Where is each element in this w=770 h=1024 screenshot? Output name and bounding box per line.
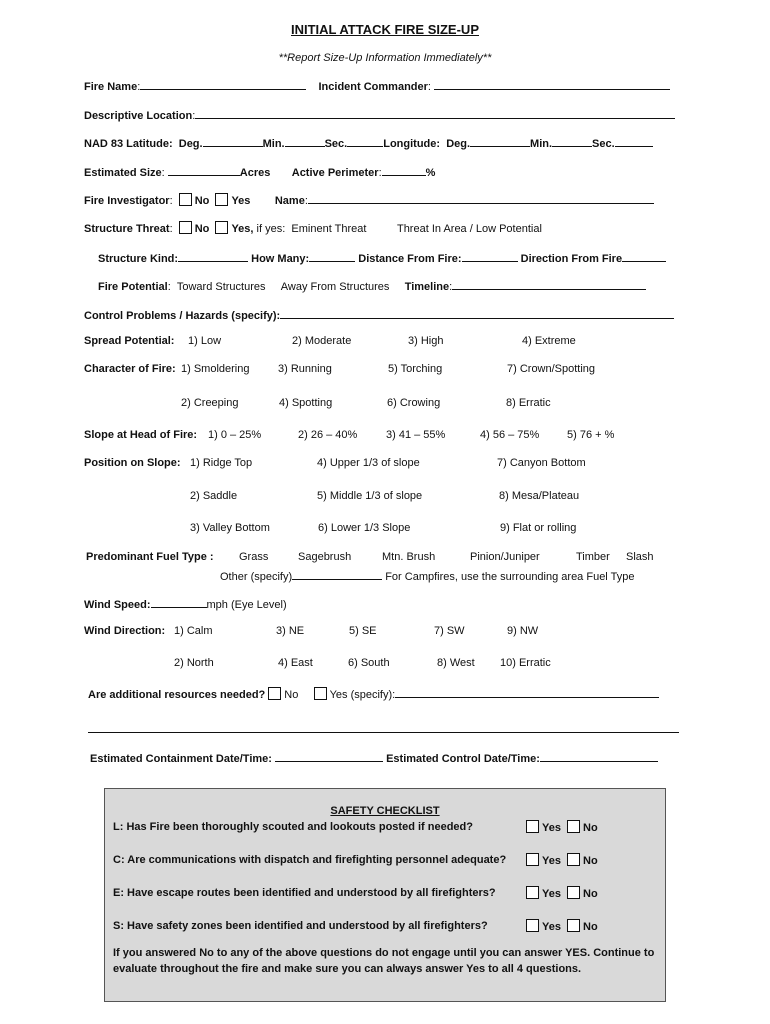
q3-yes-checkbox[interactable] <box>526 886 539 899</box>
wind-south-option[interactable]: 6) South <box>348 657 390 669</box>
fire-name-label: Fire Name <box>84 81 138 93</box>
fuel-sagebrush-option[interactable]: Sagebrush <box>298 551 352 563</box>
char-spotting-option[interactable]: 4) Spotting <box>279 397 333 409</box>
threat-no-checkbox[interactable] <box>179 221 192 234</box>
slope-option-1[interactable]: 1) 0 – 25% <box>208 429 262 441</box>
size-row: Estimated Size: Acres Active Perimeter: % <box>84 164 435 180</box>
q2-yes-checkbox[interactable] <box>526 853 539 866</box>
wind-speed-row <box>84 596 287 612</box>
wind-calm-option[interactable]: 1) Calm <box>174 625 213 637</box>
q2-no-checkbox[interactable] <box>567 853 580 866</box>
slope-option-5[interactable]: 5) 76 + % <box>567 429 615 441</box>
threat-no-label: No <box>194 223 210 235</box>
control-label: Estimated Control Date/Time: <box>386 753 540 765</box>
safety-q-escape: E: Have escape routes been identified and understood by all firefighters? <box>113 887 496 899</box>
investigator-name-label: Name <box>274 195 305 207</box>
q4-yes-checkbox[interactable] <box>526 919 539 932</box>
char-crowing-option[interactable]: 6) Crowing <box>387 397 441 409</box>
char-running-option[interactable]: 3) Running <box>278 363 332 375</box>
pos-upper-option[interactable]: 4) Upper 1/3 of slope <box>317 457 420 469</box>
additional-resources-row <box>88 686 659 702</box>
spread-moderate-option[interactable]: 2) Moderate <box>292 335 352 347</box>
q1-yes-checkbox[interactable] <box>526 820 539 833</box>
pos-lower-option[interactable]: 6) Lower 1/3 Slope <box>318 522 411 534</box>
spread-high-option[interactable]: 3) High <box>408 335 444 347</box>
pos-saddle-option[interactable]: 2) Saddle <box>190 490 238 502</box>
wind-direction-label: Wind Direction: <box>84 625 166 637</box>
character-label: Character of Fire: <box>84 363 176 375</box>
slope-head-label: Slope at Head of Fire: <box>84 429 198 441</box>
additional-resources-label: Are additional resources needed? <box>88 689 266 701</box>
toward-structures-option[interactable]: Toward Structures <box>176 281 266 293</box>
containment-field[interactable] <box>275 750 383 762</box>
q2-no-label: No <box>583 855 598 867</box>
wind-se-option[interactable]: 5) SE <box>349 625 377 637</box>
safety-yn-1 <box>523 820 598 834</box>
threat-yes-label: Yes, <box>231 223 254 235</box>
timeline-field[interactable] <box>452 278 646 290</box>
fuel-timber-option[interactable]: Timber <box>576 551 610 563</box>
how-many-field[interactable] <box>309 250 355 262</box>
spread-low-option[interactable]: 1) Low <box>188 335 222 347</box>
q2-yes-label: Yes <box>542 855 561 867</box>
fuel-mtn-brush-option[interactable]: Mtn. Brush <box>382 551 436 563</box>
other-specify-label: Other (specify) <box>220 571 293 583</box>
investigator-name-field[interactable] <box>308 192 654 204</box>
incident-commander-field[interactable] <box>434 78 670 90</box>
fire-potential-label: Fire Potential <box>98 281 168 293</box>
active-perimeter-label: Active Perimeter <box>291 167 379 179</box>
wind-speed-label: Wind Speed: <box>84 599 151 611</box>
form-subtitle: **Report Size-Up Information Immediately** <box>278 52 492 64</box>
wind-erratic-option[interactable]: 10) Erratic <box>500 657 551 669</box>
q1-no-label: No <box>583 822 598 834</box>
char-crown-option[interactable]: 7) Crown/Spotting <box>507 363 596 375</box>
structure-threat-label: Structure Threat <box>84 223 170 235</box>
wind-sw-option[interactable]: 7) SW <box>434 625 465 637</box>
spread-extreme-option[interactable]: 4) Extreme <box>522 335 576 347</box>
resources-yes-label: Yes (specify): <box>329 689 396 701</box>
control-problems-field[interactable] <box>280 307 674 319</box>
eminent-threat-option[interactable]: Eminent Threat <box>291 223 367 235</box>
pos-mesa-option[interactable]: 8) Mesa/Plateau <box>499 490 580 502</box>
location-row: Descriptive Location: <box>84 107 675 123</box>
longitude-label: Longitude: <box>383 138 441 150</box>
pos-ridge-option[interactable]: 1) Ridge Top <box>190 457 253 469</box>
position-label: Position on Slope: <box>84 457 181 469</box>
fire-name-row: Fire Name: Incident Commander: <box>84 78 670 94</box>
safety-q-lookouts: L: Has Fire been thoroughly scouted and lookouts posted if needed? <box>113 821 473 833</box>
long-sec-label: Sec. <box>592 138 615 150</box>
pos-flat-option[interactable]: 9) Flat or rolling <box>500 522 577 534</box>
investigator-yes-label: Yes <box>231 195 251 207</box>
slope-option-4[interactable]: 4) 56 – 75% <box>480 429 540 441</box>
q4-yes-label: Yes <box>542 921 561 933</box>
safety-checklist <box>104 788 666 1002</box>
fire-potential-row: Fire Potential: Toward Structures Away From Structures Timeline: <box>98 278 646 294</box>
fire-name-field[interactable] <box>140 78 306 90</box>
fuel-grass-option[interactable]: Grass <box>239 551 269 563</box>
distance-field[interactable] <box>462 250 518 262</box>
fuel-pinion-option[interactable]: Pinion/Juniper <box>470 551 540 563</box>
control-problems-row <box>84 307 674 323</box>
long-min-label: Min. <box>530 138 553 150</box>
wind-north-option[interactable]: 2) North <box>174 657 214 669</box>
spread-potential-label: Spread Potential: <box>84 335 175 347</box>
other-specify-field[interactable] <box>292 568 382 580</box>
investigator-row: Fire Investigator: No Yes Name: <box>84 192 654 208</box>
timeline-label: Timeline <box>404 281 450 293</box>
percent-label: % <box>425 167 436 179</box>
resources-no-checkbox[interactable] <box>268 687 281 700</box>
safety-q-zones: S: Have safety zones been identified and understood by all firefighters? <box>113 920 488 932</box>
wind-speed-field[interactable] <box>151 596 207 608</box>
latlong-row <box>84 135 653 151</box>
char-torching-option[interactable]: 5) Torching <box>388 363 443 375</box>
investigator-no-checkbox[interactable] <box>179 193 192 206</box>
long-deg-field[interactable] <box>470 135 530 147</box>
lat-sec-label: Sec. <box>324 138 348 150</box>
safety-title: SAFETY CHECKLIST <box>330 805 440 817</box>
lat-deg-label: Deg. <box>178 138 203 150</box>
structure-kind-row <box>98 250 666 266</box>
containment-label: Estimated Containment Date/Time: <box>90 753 272 765</box>
wind-ne-option[interactable]: 3) NE <box>276 625 305 637</box>
safety-yn-3 <box>523 886 598 900</box>
pos-valley-option[interactable]: 3) Valley Bottom <box>190 522 270 534</box>
estimated-size-field[interactable] <box>168 164 240 176</box>
wind-west-option[interactable]: 8) West <box>437 657 475 669</box>
fuel-other-row <box>220 568 634 584</box>
acres-label: Acres <box>239 167 271 179</box>
q4-no-checkbox[interactable] <box>567 919 580 932</box>
investigator-no-label: No <box>194 195 210 207</box>
lat-sec-field[interactable] <box>347 135 383 147</box>
campfires-note: For Campfires, use the surrounding area Fuel Type <box>385 571 635 583</box>
direction-field[interactable] <box>622 250 666 262</box>
long-sec-field[interactable] <box>615 135 653 147</box>
threat-in-area-option[interactable]: Threat In Area / Low Potential <box>396 223 542 235</box>
distance-label: Distance From Fire: <box>358 253 462 265</box>
active-perimeter-field[interactable] <box>382 164 426 176</box>
safety-yn-4 <box>523 919 598 933</box>
structure-kind-label: Structure Kind: <box>98 253 179 265</box>
control-field[interactable] <box>540 750 658 762</box>
q1-no-checkbox[interactable] <box>567 820 580 833</box>
threat-yes-checkbox[interactable] <box>215 221 228 234</box>
long-deg-label: Deg. <box>446 138 471 150</box>
resources-yes-checkbox[interactable] <box>314 687 327 700</box>
descriptive-location-label: Descriptive Location <box>84 110 193 122</box>
resources-no-label: No <box>284 689 299 701</box>
q3-no-label: No <box>583 888 598 900</box>
fuel-type-label: Predominant Fuel Type : <box>86 551 214 563</box>
char-smoldering-option[interactable]: 1) Smoldering <box>181 363 250 375</box>
wind-east-option[interactable]: 4) East <box>278 657 313 669</box>
safety-q-communications: C: Are communications with dispatch and firefighting personnel adequate? <box>113 854 507 866</box>
lat-min-label: Min. <box>262 138 285 150</box>
how-many-label: How Many: <box>251 253 310 265</box>
pos-canyon-option[interactable]: 7) Canyon Bottom <box>497 457 586 469</box>
safety-note: If you answered No to any of the above questions do not engage until you can answer YES. Continue to evaluate throughout the fire and make sure you can always answer Yes to all 4 questions. <box>113 947 655 975</box>
mph-label: mph (Eye Level) <box>206 599 287 611</box>
form-title: INITIAL ATTACK FIRE SIZE-UP <box>290 22 479 37</box>
fire-investigator-label: Fire Investigator <box>84 195 170 207</box>
pos-middle-option[interactable]: 5) Middle 1/3 of slope <box>317 490 423 502</box>
safety-yn-2 <box>523 853 598 867</box>
char-erratic-option[interactable]: 8) Erratic <box>506 397 551 409</box>
slope-option-2[interactable]: 2) 26 – 40% <box>298 429 358 441</box>
if-yes-label: if yes: <box>256 223 286 235</box>
slope-option-3[interactable]: 3) 41 – 55% <box>386 429 446 441</box>
structure-threat-row: Structure Threat: No Yes, if yes: Eminent Threat Threat In Area / Low Potential <box>84 223 542 235</box>
descriptive-location-field[interactable] <box>195 107 675 119</box>
lat-deg-field[interactable] <box>203 135 263 147</box>
q3-yes-label: Yes <box>542 888 561 900</box>
incident-commander-label: Incident Commander <box>318 81 428 93</box>
q3-no-checkbox[interactable] <box>567 886 580 899</box>
wind-nw-option[interactable]: 9) NW <box>507 625 539 637</box>
q1-yes-label: Yes <box>542 822 561 834</box>
long-min-field[interactable] <box>552 135 592 147</box>
control-problems-label: Control Problems / Hazards (specify): <box>84 310 281 322</box>
resources-specify-field[interactable] <box>395 686 659 698</box>
resources-extra-line[interactable] <box>88 731 679 733</box>
q4-no-label: No <box>583 921 598 933</box>
lat-min-field[interactable] <box>285 135 325 147</box>
away-structures-option[interactable]: Away From Structures <box>280 281 390 293</box>
structure-kind-field[interactable] <box>178 250 248 262</box>
direction-label: Direction From Fire <box>520 253 623 265</box>
estimated-size-label: Estimated Size <box>84 167 162 179</box>
fuel-slash-option[interactable]: Slash <box>626 551 654 563</box>
investigator-yes-checkbox[interactable] <box>215 193 228 206</box>
latitude-label: NAD 83 Latitude: <box>84 138 173 150</box>
char-creeping-option[interactable]: 2) Creeping <box>181 397 239 409</box>
dates-row <box>90 750 658 766</box>
